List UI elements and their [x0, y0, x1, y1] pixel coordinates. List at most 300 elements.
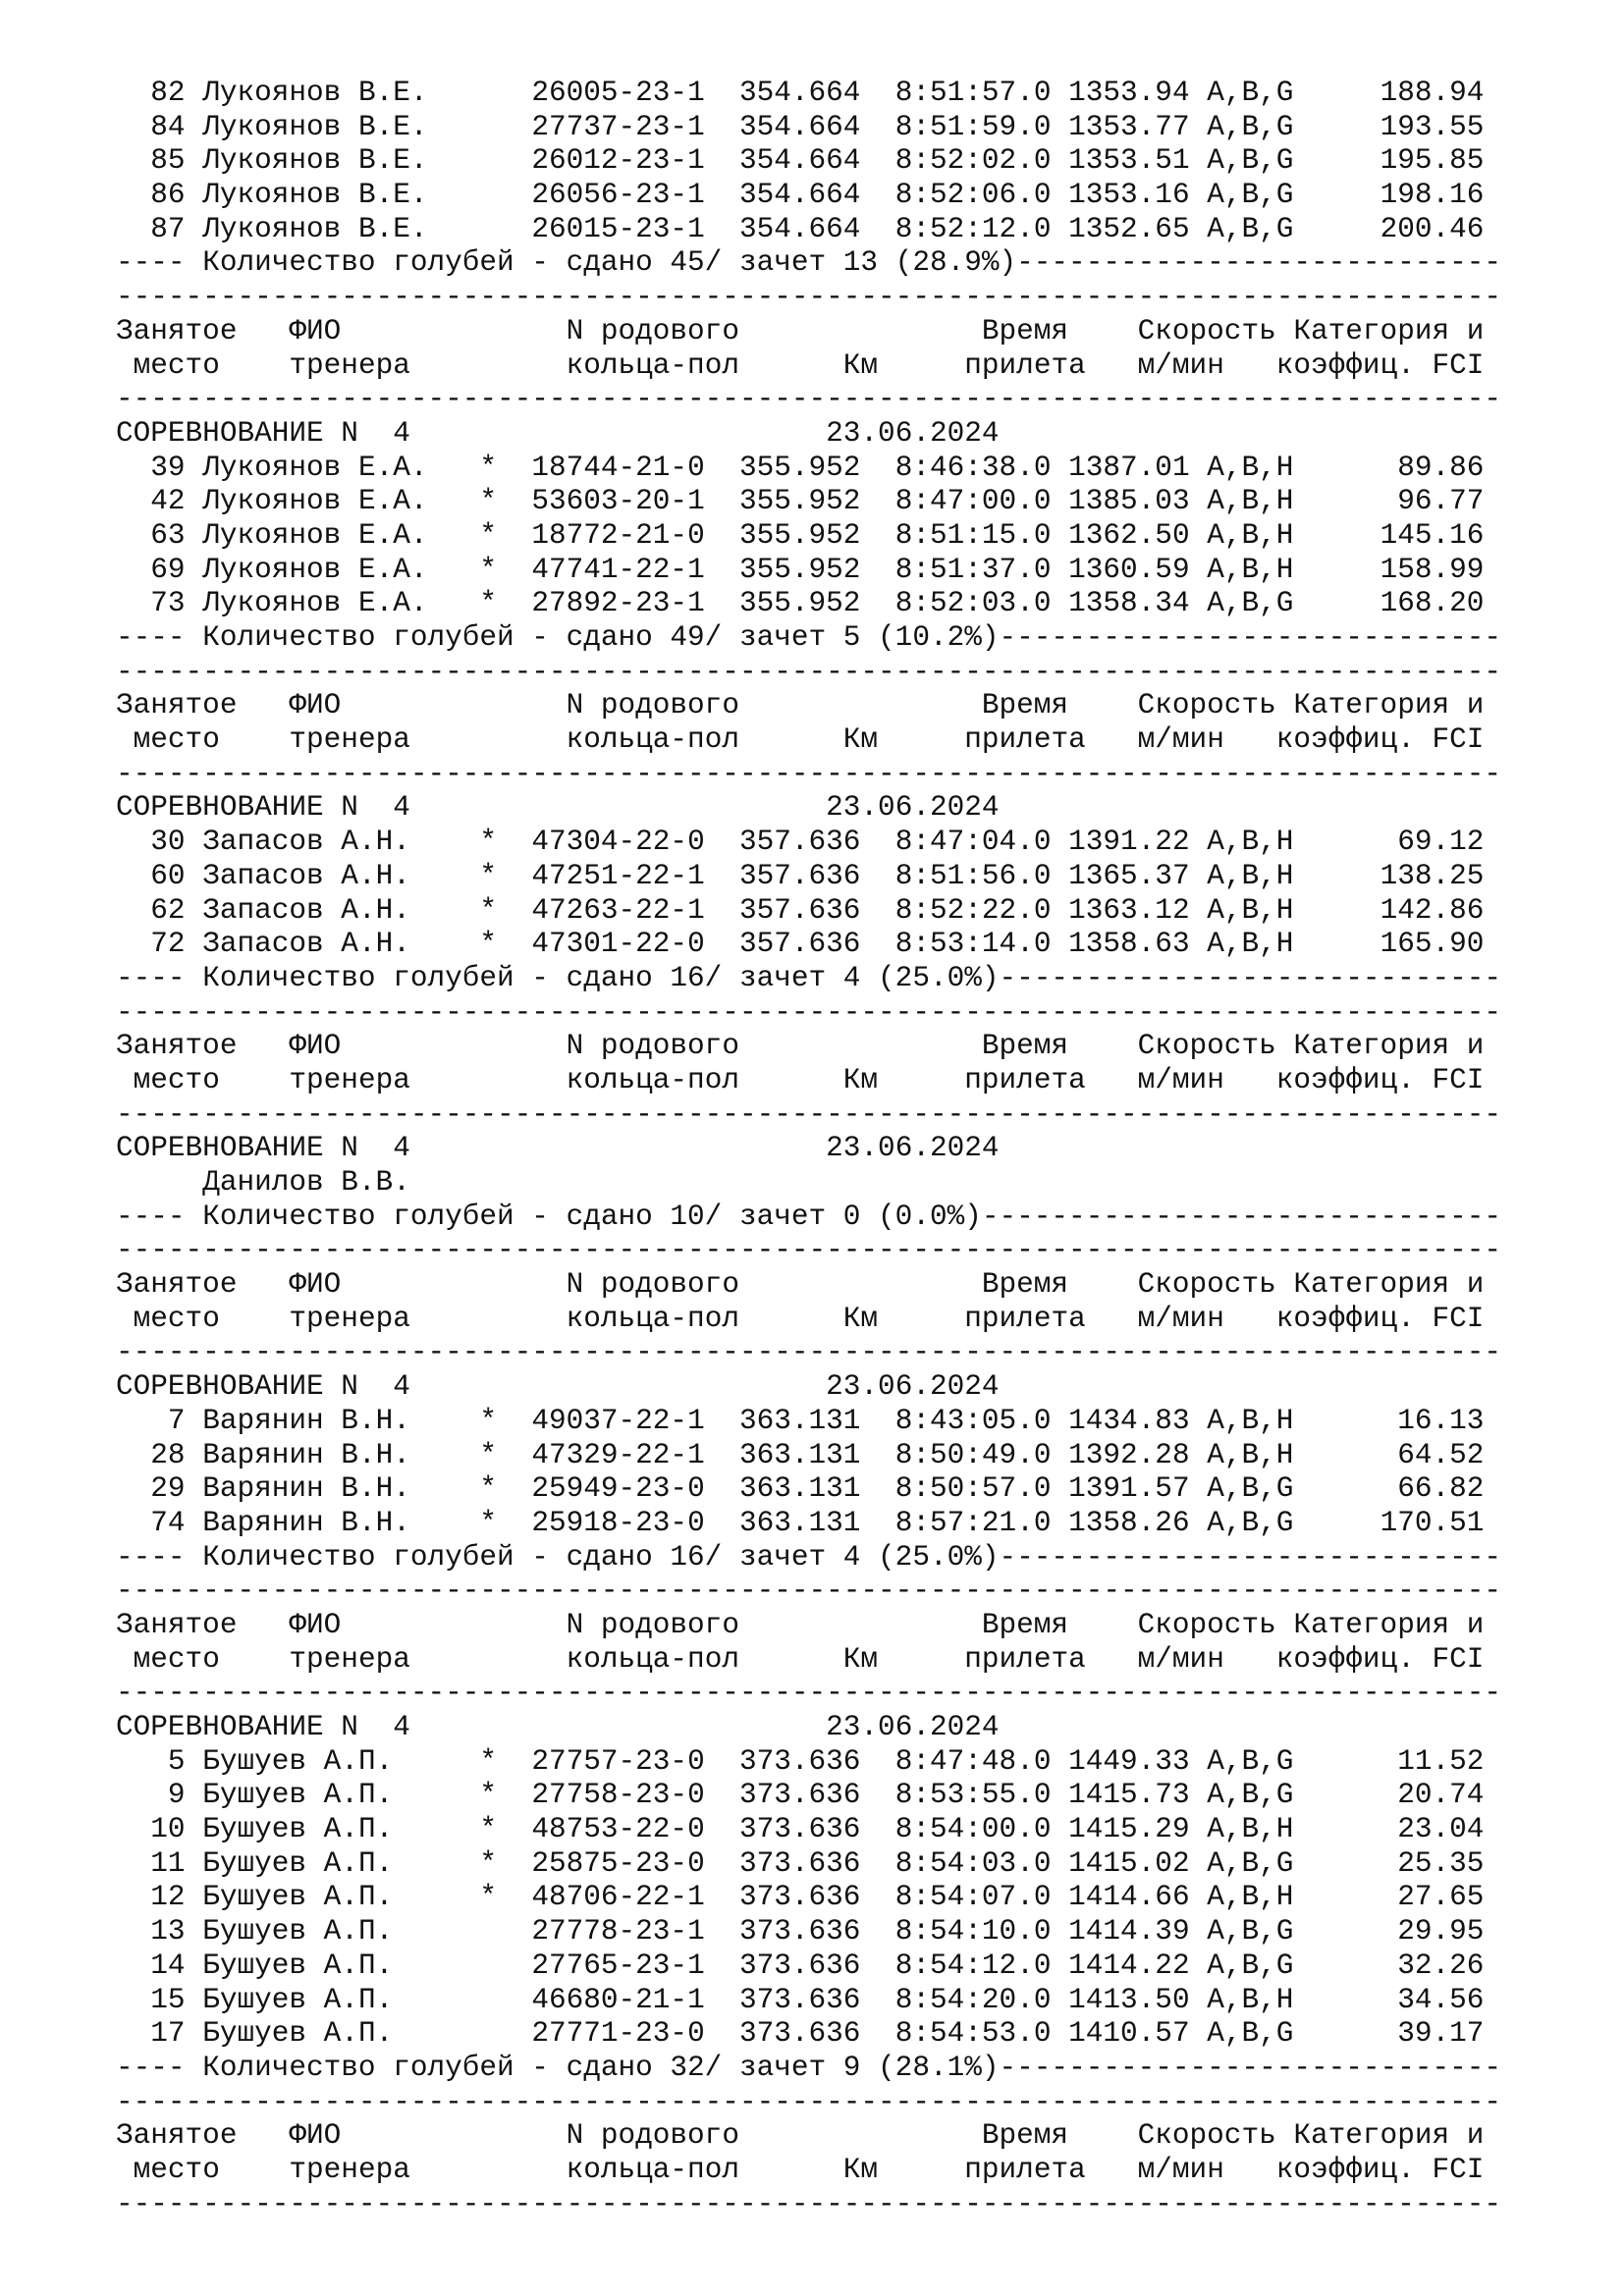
coefficient-cell: 142.86	[1311, 893, 1485, 927]
coefficient-cell: 29.95	[1311, 1915, 1485, 1949]
col-speed-header: Скорость	[1137, 689, 1294, 722]
competition-number: СОРЕВНОВАНИЕ N 4	[116, 1370, 827, 1404]
mark-cell: *	[479, 518, 532, 552]
speed-cell: 1363.12	[1068, 893, 1190, 927]
coefficient-cell: 69.12	[1311, 826, 1485, 859]
arrival-time-cell: 8:51:59.0	[894, 110, 1052, 143]
category-cell: A,B,H	[1207, 1438, 1312, 1471]
km-cell: 373.636	[738, 2017, 861, 2051]
place-cell: 11	[116, 1846, 186, 1880]
place-cell: 72	[116, 928, 186, 961]
category-cell: A,B,G	[1207, 1949, 1312, 1982]
col-speed-sub: м/мин	[1137, 2153, 1276, 2186]
coefficient-cell: 32.26	[1311, 1949, 1485, 1982]
col-speed-header: Скорость	[1137, 1608, 1294, 1641]
separator: --------------------------------------------------------------------------------	[116, 383, 1501, 416]
arrival-time-cell: 8:54:07.0	[894, 1881, 1052, 1914]
category-cell: A,B,H	[1207, 1881, 1312, 1914]
col-place-sub: место	[133, 1063, 272, 1096]
trainer-name-cell: Лукоянов В.Е.	[202, 144, 480, 178]
competition-date: 23.06.2024	[826, 1711, 1000, 1743]
col-time-sub: прилета	[964, 1302, 1138, 1335]
ring-cell: 47741-22-1	[531, 553, 739, 586]
place-cell: 84	[116, 110, 186, 143]
col-time-header: Время	[981, 1608, 1138, 1641]
category-cell: A,B,H	[1207, 485, 1312, 518]
col-speed-header: Скорость	[1137, 2119, 1294, 2153]
col-speed-sub: м/мин	[1137, 1642, 1276, 1676]
col-time-header: Время	[981, 2119, 1138, 2153]
ring-cell: 48706-22-1	[531, 1881, 739, 1914]
col-speed-sub: м/мин	[1137, 1063, 1276, 1096]
mark-cell: *	[479, 1438, 532, 1471]
col-ring-header: N родового	[566, 1608, 982, 1641]
ring-cell: 27771-23-0	[531, 2017, 739, 2051]
arrival-time-cell: 8:47:04.0	[894, 826, 1052, 859]
place-cell: 85	[116, 144, 186, 178]
arrival-time-cell: 8:54:20.0	[894, 1983, 1052, 2016]
competition-title	[116, 417, 1589, 452]
km-cell: 373.636	[738, 1949, 861, 1982]
col-time-sub: прилета	[964, 723, 1138, 757]
col-trainer-header: ФИО	[289, 1608, 567, 1641]
trainer-name-cell: Бушуев А.П.	[202, 1779, 480, 1812]
trainer-name-cell: Лукоянов Е.А.	[202, 587, 480, 620]
category-cell: A,B,H	[1207, 1404, 1312, 1437]
km-cell: 373.636	[738, 1813, 861, 1846]
competition-date: 23.06.2024	[826, 1370, 1000, 1404]
coefficient-cell: 20.74	[1311, 1779, 1485, 1812]
place-cell: 7	[116, 1404, 186, 1437]
arrival-time-cell: 8:51:37.0	[894, 553, 1052, 586]
pigeon-count-summary: Количество голубей - сдано 45/ зачет 13 (28.9%)	[202, 246, 1017, 280]
col-trainer-header: ФИО	[289, 314, 567, 347]
col-trainer-header: ФИО	[289, 1268, 567, 1302]
mark-cell: *	[479, 859, 532, 892]
col-speed-header: Скорость	[1137, 1030, 1294, 1063]
col-km-sub: Км	[842, 723, 965, 757]
trainer-name-cell: Лукоянов Е.А.	[202, 553, 480, 586]
col-km-sub: Км	[842, 1302, 965, 1335]
km-cell: 373.636	[738, 1779, 861, 1812]
arrival-time-cell: 8:54:12.0	[894, 1949, 1052, 1982]
competition-title	[116, 791, 1589, 826]
separator: --------------------------------------------------------------------------------	[116, 1336, 1501, 1369]
km-cell: 373.636	[738, 1983, 861, 2016]
category-cell: A,B,G	[1207, 1472, 1312, 1506]
arrival-time-cell: 8:54:53.0	[894, 2017, 1052, 2051]
table-header-top	[116, 315, 1589, 349]
coefficient-cell: 23.04	[1311, 1813, 1485, 1846]
summary-line: ---- Количество голубей - сдано 45/ зачет 13 (28.9%)----------------------------	[116, 246, 1501, 280]
table-row	[116, 1847, 1589, 1882]
trainer-name-cell: Бушуев А.П.	[202, 1949, 480, 1982]
col-place-sub: место	[133, 1642, 272, 1676]
arrival-time-cell: 8:43:05.0	[894, 1404, 1052, 1437]
table-row	[116, 452, 1589, 486]
ring-cell: 53603-20-1	[531, 485, 739, 518]
competition-number: СОРЕВНОВАНИЕ N 4	[116, 1132, 827, 1165]
col-ring-sub: кольца-пол	[566, 348, 843, 382]
ring-cell: 26015-23-1	[531, 212, 739, 245]
separator: --------------------------------------------------------------------------------	[116, 2085, 1501, 2118]
category-cell: A,B,G	[1207, 587, 1312, 620]
table-header-bottom	[116, 1303, 1589, 1337]
place-cell: 15	[116, 1983, 186, 2016]
ring-cell: 18744-21-0	[531, 451, 739, 484]
col-category-header: Категория и	[1293, 689, 1485, 722]
coefficient-cell: 195.85	[1311, 144, 1485, 178]
col-ring-sub: кольца-пол	[566, 1063, 843, 1096]
competition-number: СОРЕВНОВАНИЕ N 4	[116, 416, 827, 450]
arrival-time-cell: 8:51:57.0	[894, 77, 1052, 109]
table-row	[116, 519, 1589, 554]
speed-cell: 1353.77	[1068, 110, 1190, 143]
place-cell: 62	[116, 893, 186, 927]
col-time-header: Время	[981, 1030, 1138, 1063]
mark-cell: *	[479, 1779, 532, 1812]
category-cell: A,B,G	[1207, 212, 1312, 245]
table-row	[116, 1779, 1589, 1813]
speed-cell: 1414.66	[1068, 1881, 1190, 1914]
mark-cell: *	[479, 928, 532, 961]
arrival-time-cell: 8:50:49.0	[894, 1438, 1052, 1471]
table-header-bottom	[116, 349, 1589, 384]
col-place-header: Занятое	[116, 2119, 290, 2153]
arrival-time-cell: 8:53:14.0	[894, 928, 1052, 961]
ring-cell: 26012-23-1	[531, 144, 739, 178]
trainer-line	[116, 1166, 1589, 1201]
trainer-name-cell: Лукоянов В.Е.	[202, 179, 480, 212]
place-cell: 14	[116, 1949, 186, 1982]
place-cell: 69	[116, 553, 186, 586]
competition-number: СОРЕВНОВАНИЕ N 4	[116, 1711, 827, 1743]
place-cell: 17	[116, 2017, 186, 2051]
separator: --------------------------------------------------------------------------------	[116, 281, 1501, 314]
speed-cell: 1434.83	[1068, 1404, 1190, 1437]
coefficient-cell: 165.90	[1311, 928, 1485, 961]
separator: --------------------------------------------------------------------------------	[116, 1677, 1501, 1710]
competition-title	[116, 1370, 1589, 1405]
place-cell: 10	[116, 1813, 186, 1846]
table-header-top	[116, 1609, 1589, 1643]
separator: --------------------------------------------------------------------------------	[116, 1097, 1501, 1131]
col-ring-sub: кольца-пол	[566, 2153, 843, 2186]
trainer-name-cell: Варянин В.Н.	[202, 1506, 480, 1539]
mark-cell	[479, 77, 531, 109]
trainer-name-cell: Варянин В.Н.	[202, 1472, 480, 1506]
col-category-sub: коэффиц. FCI	[1275, 1063, 1485, 1096]
col-category-sub: коэффиц. FCI	[1275, 723, 1485, 757]
competition-number: СОРЕВНОВАНИЕ N 4	[116, 791, 827, 825]
table-row	[116, 2017, 1589, 2052]
arrival-time-cell: 8:50:57.0	[894, 1472, 1052, 1506]
col-km-sub: Км	[842, 1642, 965, 1676]
table-row	[116, 1745, 1589, 1780]
col-trainer-sub: тренера	[289, 1063, 567, 1096]
mark-cell	[479, 2017, 531, 2050]
speed-cell: 1410.57	[1068, 2017, 1190, 2051]
km-cell: 363.131	[738, 1472, 861, 1506]
competition-title	[116, 1132, 1589, 1166]
speed-cell: 1358.34	[1068, 587, 1190, 620]
col-place-header: Занятое	[116, 1608, 290, 1641]
speed-cell: 1387.01	[1068, 451, 1190, 484]
place-cell: 13	[116, 1915, 186, 1949]
trainer-name-cell: Бушуев А.П.	[202, 1915, 480, 1949]
mark-cell: *	[479, 1506, 532, 1539]
speed-cell: 1358.26	[1068, 1506, 1190, 1539]
category-cell: A,B,H	[1207, 928, 1312, 961]
table-row	[116, 1881, 1589, 1915]
km-cell: 357.636	[738, 826, 861, 859]
km-cell: 357.636	[738, 928, 861, 961]
mark-cell: *	[479, 451, 532, 484]
mark-cell: *	[479, 485, 532, 518]
ring-cell: 48753-22-0	[531, 1813, 739, 1846]
col-category-sub: коэффиц. FCI	[1275, 1302, 1485, 1335]
coefficient-cell: 11.52	[1311, 1744, 1485, 1778]
col-time-sub: прилета	[964, 2153, 1138, 2186]
arrival-time-cell: 8:52:02.0	[894, 144, 1052, 178]
trainer-name-cell: Бушуев А.П.	[202, 1983, 480, 2016]
table-row	[116, 1984, 1589, 2018]
col-category-header: Категория и	[1293, 2119, 1485, 2153]
km-cell: 355.952	[738, 451, 861, 484]
table-row	[116, 554, 1589, 588]
place-cell: 82	[116, 77, 186, 109]
arrival-time-cell: 8:52:22.0	[894, 893, 1052, 927]
km-cell: 357.636	[738, 859, 861, 892]
ring-cell: 25949-23-0	[531, 1472, 739, 1506]
coefficient-cell: 145.16	[1311, 518, 1485, 552]
col-ring-sub: кольца-пол	[566, 1302, 843, 1335]
table-row	[116, 1813, 1589, 1847]
mark-cell	[479, 1915, 531, 1948]
col-place-header: Занятое	[116, 1268, 290, 1302]
coefficient-cell: 138.25	[1311, 859, 1485, 892]
table-row	[116, 1439, 1589, 1473]
place-cell: 5	[116, 1744, 186, 1778]
km-cell: 363.131	[738, 1404, 861, 1437]
km-cell: 355.952	[738, 587, 861, 620]
col-ring-header: N родового	[566, 1030, 982, 1063]
col-trainer-sub: тренера	[289, 1642, 567, 1676]
km-cell: 355.952	[738, 553, 861, 586]
place-cell: 73	[116, 587, 186, 620]
separator: --------------------------------------------------------------------------------	[116, 995, 1501, 1029]
trainer-name-cell: Запасов А.Н.	[202, 826, 480, 859]
speed-cell: 1365.37	[1068, 859, 1190, 892]
speed-cell: 1415.02	[1068, 1846, 1190, 1880]
mark-cell	[479, 213, 531, 245]
col-ring-header: N родового	[566, 689, 982, 722]
km-cell: 373.636	[738, 1881, 861, 1914]
km-cell: 354.664	[738, 212, 861, 245]
arrival-time-cell: 8:52:06.0	[894, 179, 1052, 212]
place-cell: 28	[116, 1438, 186, 1471]
table-row	[116, 1949, 1589, 1984]
col-trainer-header: ФИО	[289, 1030, 567, 1063]
speed-cell: 1352.65	[1068, 212, 1190, 245]
speed-cell: 1358.63	[1068, 928, 1190, 961]
col-speed-header: Скорость	[1137, 1268, 1294, 1302]
category-cell: A,B,G	[1207, 1846, 1312, 1880]
separator: --------------------------------------------------------------------------------	[116, 2187, 1501, 2220]
place-cell: 63	[116, 518, 186, 552]
table-row	[116, 1405, 1589, 1439]
table-header-top	[116, 1030, 1589, 1064]
col-km-sub: Км	[842, 348, 965, 382]
col-ring-header: N родового	[566, 2119, 982, 2153]
col-trainer-sub: тренера	[289, 2153, 567, 2186]
col-ring-sub: кольца-пол	[566, 723, 843, 757]
category-cell: A,B,G	[1207, 179, 1312, 212]
col-time-sub: прилета	[964, 1063, 1138, 1096]
trainer-name-cell: Запасов А.Н.	[202, 859, 480, 892]
col-place-sub: место	[133, 348, 272, 382]
col-place-sub: место	[133, 1302, 272, 1335]
speed-cell: 1392.28	[1068, 1438, 1190, 1471]
km-cell: 355.952	[738, 518, 861, 552]
place-cell: 39	[116, 451, 186, 484]
separator: --------------------------------------------------------------------------------	[116, 757, 1501, 790]
place-cell: 30	[116, 826, 186, 859]
category-cell: A,B,G	[1207, 77, 1312, 109]
category-cell: A,B,H	[1207, 1813, 1312, 1846]
mark-cell: *	[479, 1813, 532, 1846]
summary-line: ---- Количество голубей - сдано 10/ зачет 0 (0.0%)------------------------------	[116, 1200, 1501, 1233]
competition-date: 23.06.2024	[826, 416, 1000, 450]
arrival-time-cell: 8:54:00.0	[894, 1813, 1052, 1846]
mark-cell: *	[479, 1404, 532, 1437]
category-cell: A,B,G	[1207, 2017, 1312, 2051]
col-trainer-sub: тренера	[289, 1302, 567, 1335]
summary-line: ---- Количество голубей - сдано 16/ зачет 4 (25.0%)-----------------------------	[116, 1540, 1501, 1574]
trainer-name-cell: Варянин В.Н.	[202, 1438, 480, 1471]
category-cell: A,B,H	[1207, 553, 1312, 586]
table-header-bottom	[116, 1064, 1589, 1098]
mark-cell: *	[479, 1846, 532, 1880]
arrival-time-cell: 8:54:10.0	[894, 1915, 1052, 1949]
speed-cell: 1413.50	[1068, 1983, 1190, 2016]
separator: --------------------------------------------------------------------------------	[116, 1575, 1501, 1608]
col-km-sub: Км	[842, 1063, 965, 1096]
coefficient-cell: 66.82	[1311, 1472, 1485, 1506]
coefficient-cell: 200.46	[1311, 212, 1485, 245]
arrival-time-cell: 8:51:56.0	[894, 859, 1052, 892]
place-cell: 12	[116, 1881, 186, 1914]
speed-cell: 1449.33	[1068, 1744, 1190, 1778]
trainer-name-cell: Запасов А.Н.	[202, 893, 480, 927]
place-cell: 60	[116, 859, 186, 892]
mark-cell: *	[479, 1744, 532, 1778]
km-cell: 354.664	[738, 144, 861, 178]
col-trainer-header: ФИО	[289, 689, 567, 722]
ring-cell: 26056-23-1	[531, 179, 739, 212]
coefficient-cell: 168.20	[1311, 587, 1485, 620]
place-cell: 87	[116, 212, 186, 245]
table-row	[116, 111, 1589, 145]
table-row	[116, 1915, 1589, 1949]
summary-line: ---- Количество голубей - сдано 32/ зачет 9 (28.1%)-----------------------------	[116, 2051, 1501, 2084]
trainer-name-cell: Бушуев А.П.	[202, 1881, 480, 1914]
mark-cell: *	[479, 1472, 532, 1506]
table-row	[116, 894, 1589, 929]
mark-cell: *	[479, 553, 532, 586]
category-cell: A,B,H	[1207, 1983, 1312, 2016]
place-cell: 42	[116, 485, 186, 518]
trainer-name-cell: Бушуев А.П.	[202, 1744, 480, 1778]
pigeon-count-summary: Количество голубей - сдано 32/ зачет 9 (28.1%)	[202, 2051, 1000, 2084]
km-cell: 373.636	[738, 1744, 861, 1778]
col-trainer-sub: тренера	[289, 348, 567, 382]
competition-title	[116, 1711, 1589, 1745]
speed-cell: 1362.50	[1068, 518, 1190, 552]
col-ring-header: N родового	[566, 1268, 982, 1302]
category-cell: A,B,H	[1207, 826, 1312, 859]
trainer-name-cell: Лукоянов Е.А.	[202, 451, 480, 484]
table-header-bottom	[116, 1643, 1589, 1678]
km-cell: 363.131	[738, 1438, 861, 1471]
ring-cell: 27757-23-0	[531, 1744, 739, 1778]
trainer-name-cell: Варянин В.Н.	[202, 1404, 480, 1437]
table-header-bottom	[116, 723, 1589, 758]
table-row	[116, 826, 1589, 860]
trainer-name-cell: Лукоянов Е.А.	[202, 518, 480, 552]
coefficient-cell: 188.94	[1311, 77, 1485, 109]
km-cell: 355.952	[738, 485, 861, 518]
category-cell: A,B,G	[1207, 110, 1312, 143]
table-row	[116, 179, 1589, 213]
col-place-header: Занятое	[116, 314, 290, 347]
ring-cell: 27778-23-1	[531, 1915, 739, 1949]
trainer-name-cell: Лукоянов В.Е.	[202, 77, 480, 109]
results-document	[116, 77, 1589, 2221]
category-cell: A,B,H	[1207, 518, 1312, 552]
coefficient-cell: 170.51	[1311, 1506, 1485, 1539]
ring-cell: 47329-22-1	[531, 1438, 739, 1471]
col-time-header: Время	[981, 314, 1138, 347]
ring-cell: 25875-23-0	[531, 1846, 739, 1880]
coefficient-cell: 16.13	[1311, 1404, 1485, 1437]
km-cell: 354.664	[738, 77, 861, 109]
trainer-name-cell: Запасов А.Н.	[202, 928, 480, 961]
pigeon-count-summary: Количество голубей - сдано 49/ зачет 5 (10.2%)	[202, 621, 1000, 654]
coefficient-cell: 198.16	[1311, 179, 1485, 212]
speed-cell: 1385.03	[1068, 485, 1190, 518]
speed-cell: 1391.57	[1068, 1472, 1190, 1506]
place-cell: 74	[116, 1506, 186, 1539]
competition-date: 23.06.2024	[826, 1132, 1000, 1165]
km-cell: 354.664	[738, 110, 861, 143]
category-cell: A,B,H	[1207, 893, 1312, 927]
km-cell: 354.664	[738, 179, 861, 212]
trainer-name-cell: Бушуев А.П.	[202, 1846, 480, 1880]
trainer-name-cell: Бушуев А.П.	[202, 2017, 480, 2051]
arrival-time-cell: 8:53:55.0	[894, 1779, 1052, 1812]
coefficient-cell: 89.86	[1311, 451, 1485, 484]
table-row	[116, 928, 1589, 962]
table-row	[116, 77, 1589, 111]
speed-cell: 1414.22	[1068, 1949, 1190, 1982]
table-row	[116, 144, 1589, 179]
mark-cell: *	[479, 826, 532, 859]
coefficient-cell: 64.52	[1311, 1438, 1485, 1471]
speed-cell: 1391.22	[1068, 826, 1190, 859]
pigeon-count-summary: Количество голубей - сдано 16/ зачет 4 (25.0%)	[202, 1540, 1000, 1574]
col-category-sub: коэффиц. FCI	[1275, 2153, 1485, 2186]
